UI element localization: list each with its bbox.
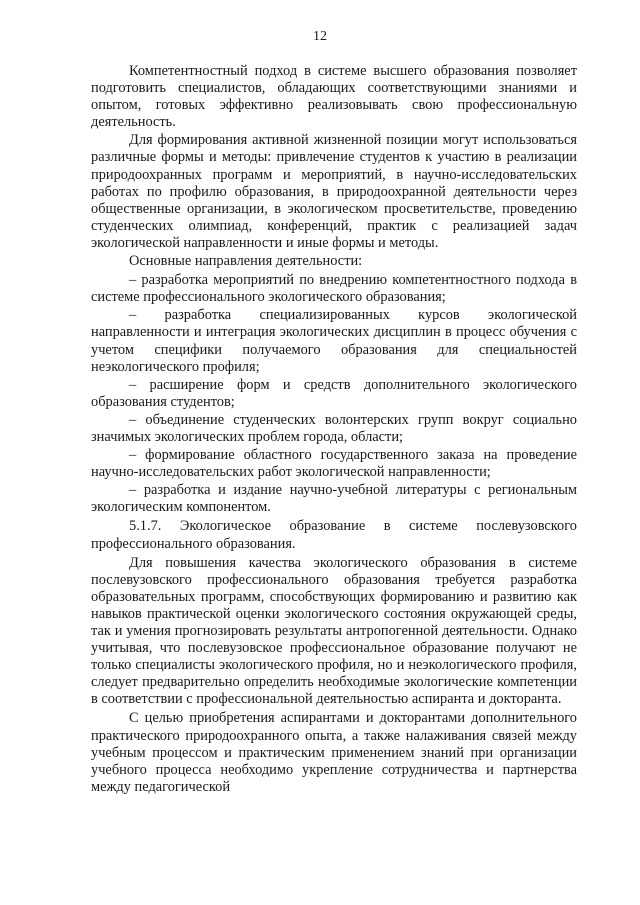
list-item-state-order: – формирование областного государственного заказа на проведение научно-исследовательских работ экологической направленности; <box>91 447 577 481</box>
list-item-volunteer-groups: – объединение студенческих волонтерских групп вокруг социально значимых экологических проблем города, области; <box>91 411 577 445</box>
list-item-specialized-courses: – разработка специализированных курсов экологической направленности и интеграция экологических дисциплин в процесс обучения с учетом специфики получаемого образования для специальностей неэкологического профиля; <box>91 307 577 375</box>
list-item-literature: – разработка и издание научно-учебной литературы с региональным экологическим компонентом. <box>91 482 577 516</box>
document-body <box>91 63 577 796</box>
list-item-additional-education: – расширение форм и средств дополнительного экологического образования студентов; <box>91 376 577 410</box>
paragraph-main-directions-heading: Основные направления деятельности: <box>129 253 363 270</box>
paragraph-postgraduate-experience: С целью приобретения аспирантами и докторантами дополнительного практического природоохранного опыта, а также налаживания связей между учебным процессом и практическим применением знаний при организации учебного процесса необходимо укрепление сотрудничества и партнерства между педагогической <box>91 710 577 795</box>
list-item-competency-measures: – разработка мероприятий по внедрению компетентностного подхода в системе профессионального экологического образования; <box>91 272 577 306</box>
paragraph-postgraduate-quality: Для повышения качества экологического образования в системе послевузовского профессионального образования требуется разработка образовательных программ, способствующих формированию и развитию как навыков практической оценки экологического состояния окружающей среды, так и умения прогнозировать результаты антропогенной деятельности. Однако учитывая, что послевузовское профессиональное образование получают не только специалисты экологического профиля, но и неэкологического профиля, следует предварительно определить необходимые экологические компетенции в соответствии с профессиональной деятельностью аспиранта и докторанта. <box>91 554 577 708</box>
section-heading-5-1-7: 5.1.7. Экологическое образование в системе послевузовского профессионального образования. <box>91 518 577 552</box>
paragraph-competency-approach: Компетентностный подход в системе высшего образования позволяет подготовить специалистов, обладающих соответствующими знаниями и опытом, готовых эффективно реализовывать свою профессиональную деятельность. <box>91 63 577 131</box>
paragraph-forms-and-methods: Для формирования активной жизненной позиции могут использоваться различные формы и методы: привлечение студентов к участию в реализации природоохранных программ и мероприятий, в научно-исследовательских работах по профилю образования, в природоохранной деятельности через общественные организации, в экологическом просветительстве, проведению студенческих олимпиад, конференций, практик с реализацией задач экологической направленности и иные формы и методы. <box>91 132 577 251</box>
page-number: 12 <box>313 29 327 44</box>
